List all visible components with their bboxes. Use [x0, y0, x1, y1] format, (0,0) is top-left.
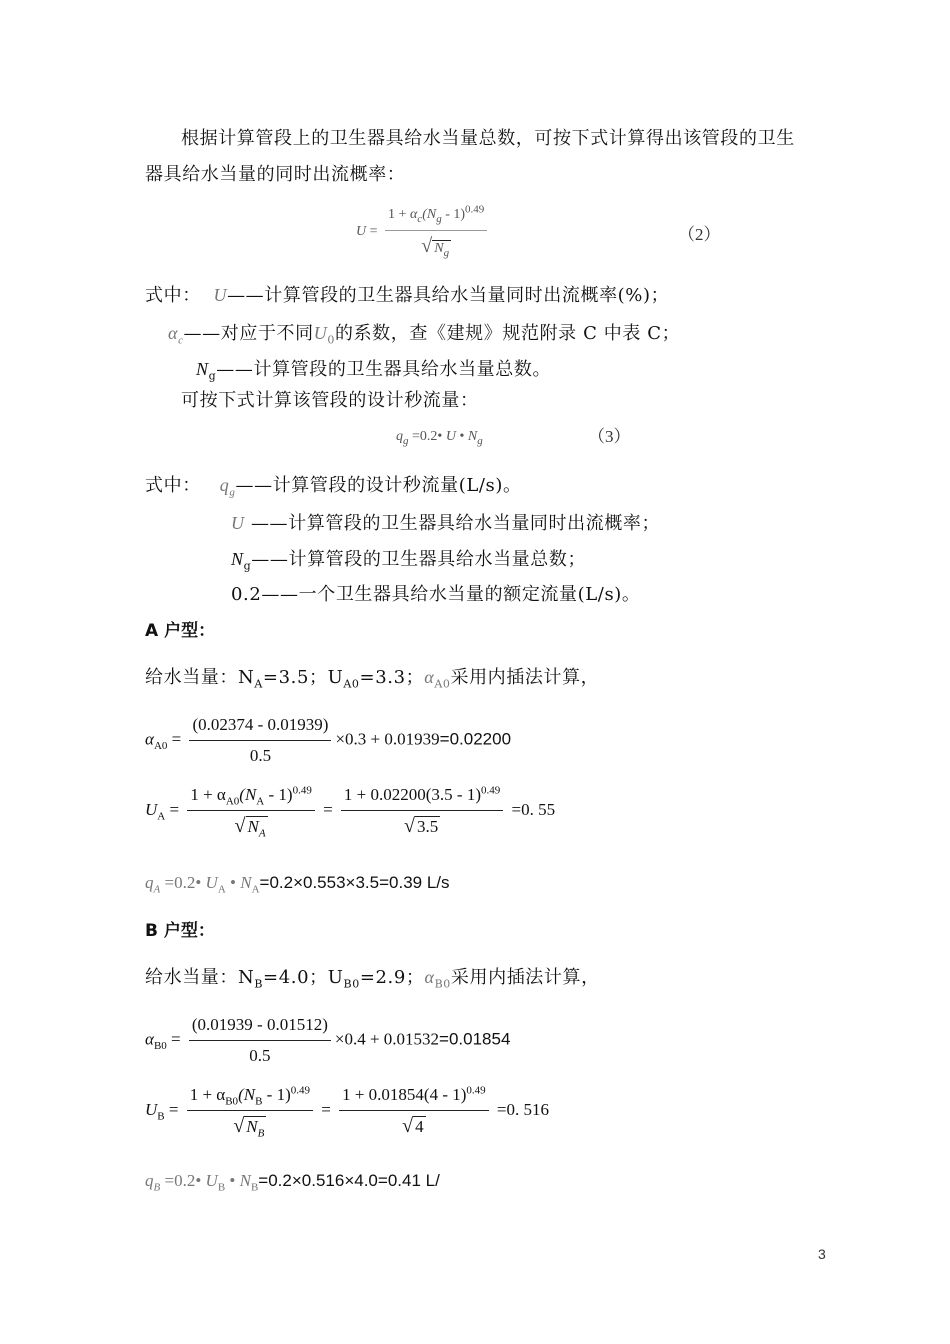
intro-flow: 可按下式计算该管段的设计秒流量： — [181, 390, 479, 411]
type-a-u-formula: $U_A$ = $\frac{1 + \alpha_{A0}(N_A - 1)^{0.49}}{√ N_A}$ = $\frac{1 + 0.02200(3.5 - 1)^{0.49}}{√ 3.5}$ =0. 55 — [145, 782, 555, 840]
intro-line-2: 器具给水当量的同时出流概率： — [145, 164, 406, 185]
formula-2-eq: = — [369, 224, 378, 240]
def-u: 式中： U——计算管段的卫生器具给水当量同时出流概率(%)； — [145, 285, 670, 306]
def-ng2: $N_g——$计算管段的卫生器具给水当量总数； — [231, 549, 587, 573]
formula-3: $q_g$ =0.2• U • $N_g$ — [396, 429, 483, 447]
type-b-given: 给水当量：$N_B=4.0$；$U_{B0}=2.9$；$\alpha_{B0}$采用内插法计算， — [145, 967, 600, 991]
formula-2-lhs: U — [356, 224, 367, 240]
formula-2-numerator: $1 + \alpha_c(N_g - 1)^{0.49}$ — [385, 202, 487, 231]
type-b-alpha-formula: $\alpha_{B0}$ = $\frac{(0.01939 - 0.01512)}{0.5}$ ×0.4 + 0.01532=0.01854 — [145, 1012, 510, 1069]
def-alpha: $\alpha_c——$对应于不同$U_0$的系数，查《建规》规范附录 C 中表 C； — [168, 323, 681, 347]
formula-2-fraction — [385, 202, 487, 262]
type-a-alpha-formula: $\alpha_{A0}$ = $\frac{(0.02374 - 0.01939)}{0.5}$ ×0.3 + 0.01939=0.02200 — [145, 712, 511, 769]
page-number: 3 — [818, 1246, 826, 1262]
formula-2 — [356, 202, 491, 262]
type-a-heading: A 户型： — [145, 621, 216, 641]
type-a-q-formula: $q_A$ =0.2• $U_A$ • $N_A=0.2\times 0.553\times 3.5=0.39$ L/s — [145, 873, 450, 896]
formula-3-label: （3） — [588, 427, 631, 446]
type-a-given: 给水当量：$N_A=3.5$；$U_{A0}=3.3$；$\alpha_{A0}$采用内插法计算， — [145, 667, 600, 691]
formula-2-label: （2） — [678, 225, 721, 244]
def-q: 式中： $q_g——$计算管段的设计秒流量(L/s)。 — [145, 475, 522, 499]
type-b-heading: B 户型： — [145, 921, 215, 941]
def-u2: U ——计算管段的卫生器具给水当量同时出流概率； — [231, 513, 661, 534]
type-b-q-formula: $q_B$ =0.2• $U_B$ • $N_B=0.2\times 0.516\times 4.0=0.41$ L/ — [145, 1171, 440, 1194]
def-ng: $N_g——$计算管段的卫生器具给水当量总数。 — [196, 359, 552, 383]
type-b-u-formula: $U_B$ = $\frac{1 + \alpha_{B0}(N_B - 1)^{0.49}}{√ N_B}$ = $\frac{1 + 0.01854(4 - 1)^{0.49}}{√ 4}$ =0. 516 — [145, 1082, 549, 1140]
intro-line-1: 根据计算管段上的卫生器具给水当量总数，可按下式计算得出该管段的卫生 — [181, 128, 795, 149]
formula-2-denominator: √ $N_g$ — [421, 235, 450, 259]
def-rated-flow: 0.2——一个卫生器具给水当量的额定流量(L/s)。 — [231, 584, 641, 605]
